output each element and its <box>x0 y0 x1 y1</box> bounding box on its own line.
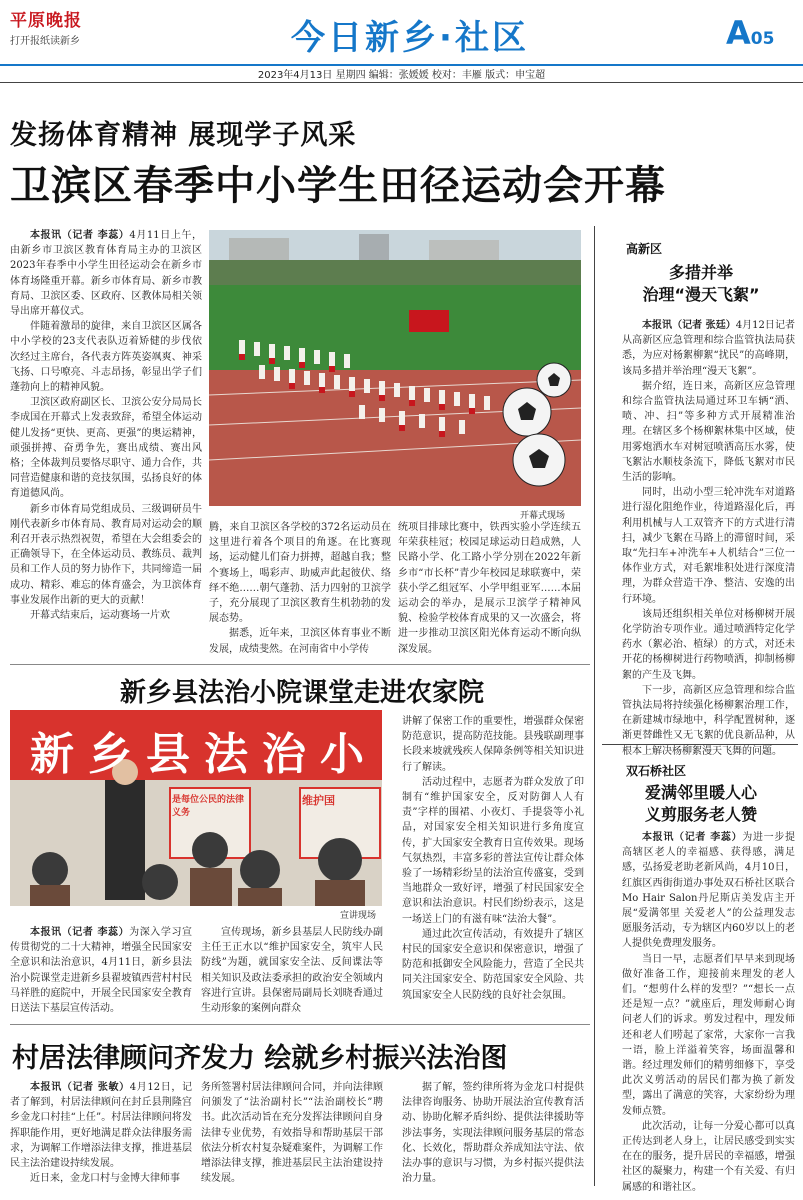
right1-p4: 该局还组织相关单位对杨柳树开展化学防治专项作业。通过喷洒特定化学药水（絮必治、植绿）的方式，对还未开花的杨柳树进行药物喷洒，抑制杨柳絮的产生及飞舞。 <box>622 608 795 681</box>
story3-headline: 村居法律顾问齐发力 绘就乡村振兴法治图 <box>12 1043 508 1074</box>
page-letter: A <box>726 14 751 52</box>
story3-col3-p: 据了解，签约律所将为金龙口村提供法律咨询服务、协助开展法治宣传教育活动、协助化解矛盾纠纷、提供法律援助等涉法事务，实现法律顾问服务基层的常态化、长效化，帮助群众养成知法守法、依法办事的意识与习惯，为乡村振兴提供法治力量。 <box>402 1082 584 1185</box>
story1-col3-p1: 统项目排球比赛中，铁西实验小学连续五年荣获桂冠；校园足球运动日趋成熟，人民路小学、化工路小学分别在2022年新乡市“市长杯”青少年校园足球联赛中，荣获小学乙组冠军、小学甲组亚军……本届运动会的举办，是展示卫滨学子精神风貌、检验学校体育成果的又一次盛会，将进一步推动卫滨区阳光体育运动不断向纵深发展。 <box>398 522 581 655</box>
right1-p3: 同时，出动小型三轮冲洗车对道路进行湿化阻绝作业，待道路湿化后，再利用机械与人工双管齐下的方式进行清扫，减少飞絮在马路上的滞留时间，采取“先扫车+冲洗车+人机结合”三位一体作业方式，对毛絮堆积处进行深度清理，为群众营造干净、整洁、安逸的出行环境。 <box>622 487 795 605</box>
right1-title <box>606 262 796 306</box>
story3-p1: 本报讯（记者 张敏）4月12日，记者了解到，村居法律顾问在封丘县荆隆宫乡金龙口村挂“上任”。村居法律顾问将发挥职能作用，更好地满足群众法律服务需求，为调解工作增添法律支撑，推进基层民主法治建设持续发展。 <box>10 1082 192 1170</box>
right1-p2: 据介绍，连日来，高新区应急管理和综合监管执法局通过环卫车辆“洒、喷、冲、扫”等多种方式开展精准治理。在辖区多个杨柳絮林集中区域，使用雾炮洒水车对树冠喷洒高压水雾，使飞絮沾水顺枝条流下，降低飞絮对市民生活的影响。 <box>622 380 795 484</box>
story3-col2 <box>201 1080 383 1196</box>
right2-p1: 本报讯（记者 李蕊）为进一步提高辖区老人的幸福感、获得感，满足感，弘扬爱老助老新风尚，4月10日，红旗区西街街道办事处双石桥社区联合Mo Hair Salon丹尼斯店美发店主开展“爱满邻里 关爱老人”的公益理发志愿服务活动，专为辖区内60岁以上的老人提供免费理发服务。 <box>622 832 795 950</box>
right-divider <box>602 744 798 745</box>
dateline: 2023年4月13日 星期四 编辑：张媛媛 校对：丰雁 版式：申宝超 <box>257 70 546 81</box>
section-title: 今日新乡·社区 <box>291 18 529 58</box>
story1-photo-caption: 开幕式现场 <box>520 511 566 521</box>
story2-p1: 本报讯（记者 李蕊）为深入学习宣传贯彻党的二十大精神，增强全民国家安全意识和法治意识，4月11日，新乡县法治小院课堂走进新乡县翟坡镇西营村村民马祥胜的庭院中，开展全民国家安全教育日送法下基层宣传活动。 <box>10 927 193 1015</box>
right1-tag: 高新区 <box>626 242 663 256</box>
page-digits: 05 <box>750 29 775 49</box>
story1-p1: 本报讯（记者 李蕊）4月11日上午，由新乡市卫滨区教育体育局主办的卫滨区2023年春季中小学生田径运动会在新乡市体育场隆重开幕。新乡市体育局、新乡市教育局、卫滨区委、区政府、区教体局相关领导出席开幕仪式。 <box>10 230 202 318</box>
story1-col3 <box>398 520 581 657</box>
story2-photo-caption: 宣讲现场 <box>340 911 377 921</box>
story3-top-rule <box>10 1024 590 1025</box>
lecture-banner-text: 新乡县法治小 <box>30 729 378 780</box>
story2-top-rule <box>10 664 590 665</box>
masthead-logo <box>10 6 120 47</box>
story1-p4: 新乡市体育局党组成员、三级调研员牛刚代表新乡市体育局、教育局对运动会的顺利召开表示热烈祝贺，希望在大会组委会的正确领导下，在全体运动员、教练员、裁判员和工作人员的努力协作下，共同缔造一届成功、精彩、难忘的体育盛会，为卫滨体育事业发展作出新的更大的贡献！ <box>10 503 202 606</box>
story1-col2-p1: 腾，来自卫滨区各学校的372名运动员在这里进行着各个项目的角逐。在比赛现场，运动健儿们奋力拼搏，超越自我；整个赛场上，喝彩声、助威声此起彼伏、络绎不绝……朝气蓬勃、活力四射的卫滨学子，充分展现了卫滨区教育生机勃勃的发展态势。 <box>209 522 391 625</box>
right2-title-line2: 义剪服务老人赞 <box>644 805 757 824</box>
right1-byline: 本报讯（记者 张廷） <box>642 320 736 331</box>
story1-col2 <box>209 520 391 657</box>
lecture-board-right: 维护国 <box>302 794 335 807</box>
story2-byline: 本报讯（记者 李蕊） <box>30 927 130 938</box>
right2-title <box>606 782 796 826</box>
right1-body <box>622 318 795 759</box>
story3-col2-p: 务所签署村居法律顾问合同，并向法律顾问颁发了“法治副村长”“法治副校长”聘书。此次活动旨在充分发挥法律顾问自身法律专业优势，有效指导和帮助基层干部依法分析农村复杂疑难案件，为调解工作增添法律支撑，推进基层民主法治建设持续发展。 <box>201 1082 383 1185</box>
right2-tag: 双石桥社区 <box>626 764 687 778</box>
story3-byline: 本报讯（记者 张敏） <box>30 1082 130 1093</box>
story1-p5: 开幕式结束后，运动赛场一片欢 <box>30 610 170 622</box>
stadium-illustration <box>209 230 581 506</box>
opening-ceremony-photo <box>209 230 581 506</box>
column-divider <box>594 226 595 1186</box>
story1-headline: 卫滨区春季中小学生田径运动会开幕 <box>10 163 666 209</box>
right1-title-line2: 治理“漫天飞絮” <box>642 285 760 304</box>
paper-name: 平原晚报 <box>10 11 82 31</box>
right1-p5: 下一步，高新区应急管理和综合监管执法局将持续强化杨柳絮治理工作，在新建城市绿地中，科学配置树种，逐渐更替雌性又无飞絮的优良新品种，从根本上解决杨柳絮漫天飞舞的问题。 <box>622 684 795 757</box>
story2-col3-p1: 讲解了保密工作的重要性，增强群众保密防范意识，提高防范技能。县残联副理事长段来坡就残疾人保障条例等相关知识进行了解读。 <box>402 716 584 773</box>
story3-p2: 近日来，金龙口村与金博大律师事 <box>30 1173 180 1185</box>
right2-title-line1: 爱满邻里暖人心 <box>644 783 757 802</box>
page-number <box>726 14 774 52</box>
story2-col2 <box>201 925 383 1016</box>
story2-col3 <box>402 714 584 1003</box>
dateline-rule <box>0 82 803 83</box>
right2-p2: 当日一早，志愿者们早早来到现场做好准备工作，迎接前来理发的老人们。“想剪什么样的发型？”“想长一点还是短一点？”就座后，理发师耐心询问老人们的诉求。剪发过程中，理发师还和老人们唠起了家常，大家你一言我一语，脸上洋溢着笑容，场面温馨和谐。经过理发师们的精剪细修下，享受此次义剪活动的居民们都为换了新发型，露出了满意的笑容，大家纷纷为理发师点赞。 <box>622 953 795 1117</box>
story1-col1 <box>10 228 202 623</box>
story1-byline: 本报讯（记者 李蕊） <box>30 230 130 241</box>
right1-p1: 本报讯（记者 张廷）4月12日记者从高新区应急管理和综合监管执法局获悉，为应对杨絮柳絮“扰民”的高峰期，该局多措并举治理“漫天飞絮”。 <box>622 320 795 377</box>
story2-col2-p: 宣传现场，新乡县基层人民防线办副主任王正水以“维护国家安全，筑牢人民防线”为题，就国家安全法、反间谍法等相关知识及政法委承担的政治安全领域内容进行宣讲。县保密局副局长刘晓香通过生动形象的案例向群众 <box>201 927 383 1015</box>
story2-col1 <box>10 925 192 1016</box>
right2-p3: 此次活动，让每一分爱心都可以真正传达到老人身上，让居民感受到实实在在的服务，提升居民的幸福感，增强社区的凝聚力，构建一个有关爱、有归属感的和谐社区。 <box>622 1120 795 1193</box>
story3-col1 <box>10 1080 192 1196</box>
lecture-photo <box>10 710 382 906</box>
paper-slogan: 打开报纸读新乡 <box>10 36 80 47</box>
story1-p3: 卫滨区政府副区长、卫滨公安分局局长李成国在开幕式上发表致辞，希望全体运动健儿发扬“更快、更高、更强”的奥运精神，顽强拼搏、奋勇争先，赛出成绩、赛出风格；全体裁判员要恪尽职守、通力合作，共同营造健康和谐的竞技氛围，弘扬良好的体育道德风尚。 <box>10 397 202 500</box>
story1-kicker: 发扬体育精神 展现学子风采 <box>10 120 357 151</box>
right2-byline: 本报讯（记者 李蕊） <box>642 832 743 843</box>
right1-title-line1: 多措并举 <box>668 263 733 282</box>
story3-col3 <box>402 1080 584 1196</box>
story2-headline: 新乡县法治小院课堂走进农家院 <box>120 678 485 708</box>
lecture-board-left: 是每位公民的法律义务 <box>172 795 245 818</box>
story2-col3-p2: 活动过程中，志愿者为群众发放了印制有“维护国家安全，反对防御人人有责”字样的围裙、小夜灯、手提袋等小礼品，对国家安全相关知识进行多角度宣传，扩大国家安全教育日宣传效果。现场气氛热烈，丰富多彩的普法宣传让群众体验了一场精彩纷呈的法治宣传盛宴，受到当地群众一致好评，增强了村民国家安全意识和法治意识。村民们纷纷表示，这是一场送上门的有滋有味“法治大餐”。 <box>402 776 584 925</box>
story2-col3-p3: 通过此次宣传活动，有效提升了辖区村民的国家安全意识和保密意识，增强了防范和抵御安全风险能力，营造了全民共同关注国家安全、防范国家安全风险、共筑国家安全人民防线的良好社会氛围。 <box>402 928 584 1001</box>
story1-p2: 伴随着激昂的旋律，来自卫滨区区属各中小学校的23支代表队迈着矫健的步伐依次经过主席台，各代表方阵英姿飒爽、神采飞扬、口号嘹亮、斗志昂扬，彰显出学子们蓬勃向上的精神风貌。 <box>10 321 202 394</box>
story1-col2-p2: 据悉，近年来，卫滨区体育事业不断发展，成绩斐然。在河南省中小学传 <box>209 628 391 655</box>
right2-body <box>622 830 795 1195</box>
